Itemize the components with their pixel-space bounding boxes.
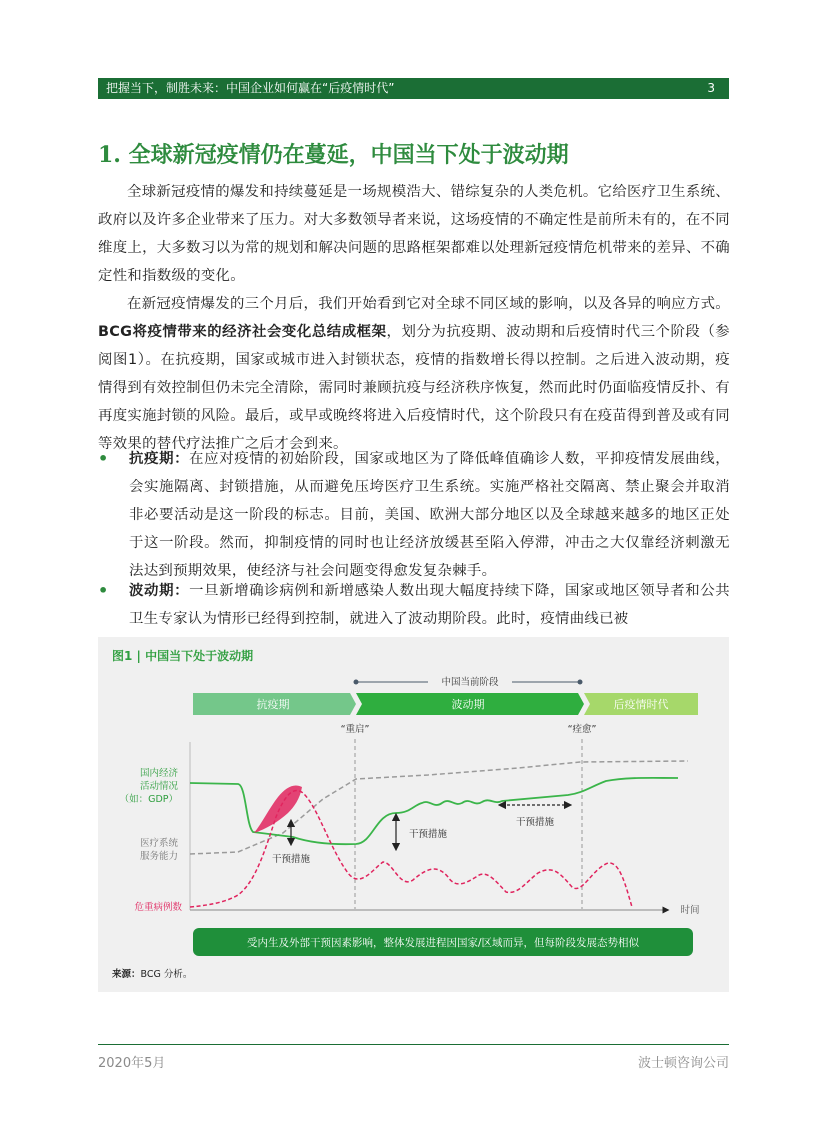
y-label-cases: 危重病例数 — [134, 902, 182, 913]
summary-banner-text: 受内生及外部干预因素影响，整体发展进程因国家/区域而异，但每阶段发展态势相似 — [246, 937, 640, 949]
paragraph-2 — [98, 290, 730, 458]
phase-1-label: 抗疫期 — [256, 698, 290, 711]
x-axis-label: 时间 — [680, 905, 700, 916]
phase-3-label: 后疫情时代 — [613, 698, 669, 711]
footer-rule — [98, 1044, 729, 1045]
y-label-health-1: 医疗系统 — [139, 838, 178, 849]
marker-recovery: “痊愈” — [567, 724, 597, 735]
figure-source — [112, 968, 192, 980]
figure-source-label: 来源： — [112, 969, 141, 980]
marker-restart: “重启” — [340, 724, 370, 735]
y-label-economy-1: 国内经济 — [139, 768, 178, 779]
footer-org: 波士顿咨询公司 — [637, 1056, 729, 1071]
bullet-item — [98, 445, 730, 585]
figure-title: 图1 | 中国当下处于波动期 — [112, 649, 254, 663]
overflow-region — [254, 785, 302, 833]
figure-diagram — [98, 637, 729, 992]
running-header-title: 把握当下，制胜未来：中国企业如何赢在“后疫情时代” — [106, 81, 395, 95]
bullet-term: 波动期： — [129, 583, 190, 599]
intervention-label: 干预措施 — [408, 829, 448, 840]
page-number: 3 — [707, 81, 715, 95]
bullet-dot: • — [98, 581, 109, 600]
intervention-label: 干预措施 — [515, 817, 555, 828]
intervention-label: 干预措施 — [271, 854, 311, 865]
figure-panel — [98, 637, 729, 992]
paragraph-2-rest: ，划分为抗疫期、波动期和后疫情时代三个阶段（参阅图1）。在抗疫期，国家或城市进入封锁状态，疫情的指数增长得以控制。之后进入波动期，疫情得到有效控制但仍未完全清除，需同时兼顾抗疫与经济秩序恢复，然而此时仍面临疫情反扑、有再度实施封锁的风险。最后，或早或晚终将进入后疫情时代，这个阶段只有在疫苗得到普及或有同等效果的替代疗法推广之后才会到来。 — [98, 324, 731, 452]
footer-date: 2020年5月 — [98, 1056, 166, 1071]
bullet-dot: • — [98, 449, 109, 468]
y-label-economy-3: （如：GDP） — [119, 794, 178, 805]
y-label-health-2: 服务能力 — [139, 851, 178, 862]
bullet-text: 在应对疫情的初始阶段，国家或地区为了降低峰值确诊人数，平抑疫情发展曲线，会实施隔离、封锁措施，从而避免压垮医疗卫生系统。实施严格社交隔离、禁止聚会并取消非必要活动是这一阶段的标志。目前，美国、欧洲大部分地区以及全球越来越多的地区正处于这一阶段。然而，抑制疫情的同时也让经济放缓甚至陷入停滞，冲击之大仅靠经济刺激无法达到预期效果，使经济与社会问题变得愈发复杂棘手。 — [129, 451, 730, 579]
bracket-dot — [578, 680, 583, 685]
paragraph-2-bold: BCG将疫情带来的经济社会变化总结成框架 — [98, 324, 387, 340]
bullet-item — [98, 577, 730, 633]
health-capacity-line — [190, 761, 688, 854]
paragraph-2-lead: 在新冠疫情爆发的三个月后，我们开始看到它对全球不同区域的影响，以及各异的响应方式。 — [127, 296, 730, 312]
bracket-label: 中国当前阶段 — [441, 677, 499, 688]
phase-2-label: 波动期 — [451, 698, 485, 711]
section-title: 1. 全球新冠疫情仍在蔓延，中国当下处于波动期 — [98, 142, 569, 168]
bracket-dot — [354, 680, 359, 685]
y-label-economy-2: 活动情况 — [139, 781, 178, 792]
bullet-term: 抗疫期： — [129, 451, 190, 467]
running-header — [98, 78, 729, 99]
paragraph-1: 全球新冠疫情的爆发和持续蔓延是一场规模浩大、错综复杂的人类危机。它给医疗卫生系统、政府以及许多企业带来了压力。对大多数领导者来说，这场疫情的不确定性是前所未有的，在不同维度上，大多数习以为常的规划和解决问题的思路框架都难以处理新冠疫情危机带来的差异、不确定性和指数级的变化。 — [98, 184, 730, 284]
figure-source-text: BCG 分析。 — [140, 969, 193, 980]
bullet-text: 一旦新增确诊病例和新增感染人数出现大幅度持续下降，国家或地区领导者和公共卫生专家认为情形已经得到控制，就进入了波动期阶段。此时，疫情曲线已被 — [129, 583, 730, 627]
